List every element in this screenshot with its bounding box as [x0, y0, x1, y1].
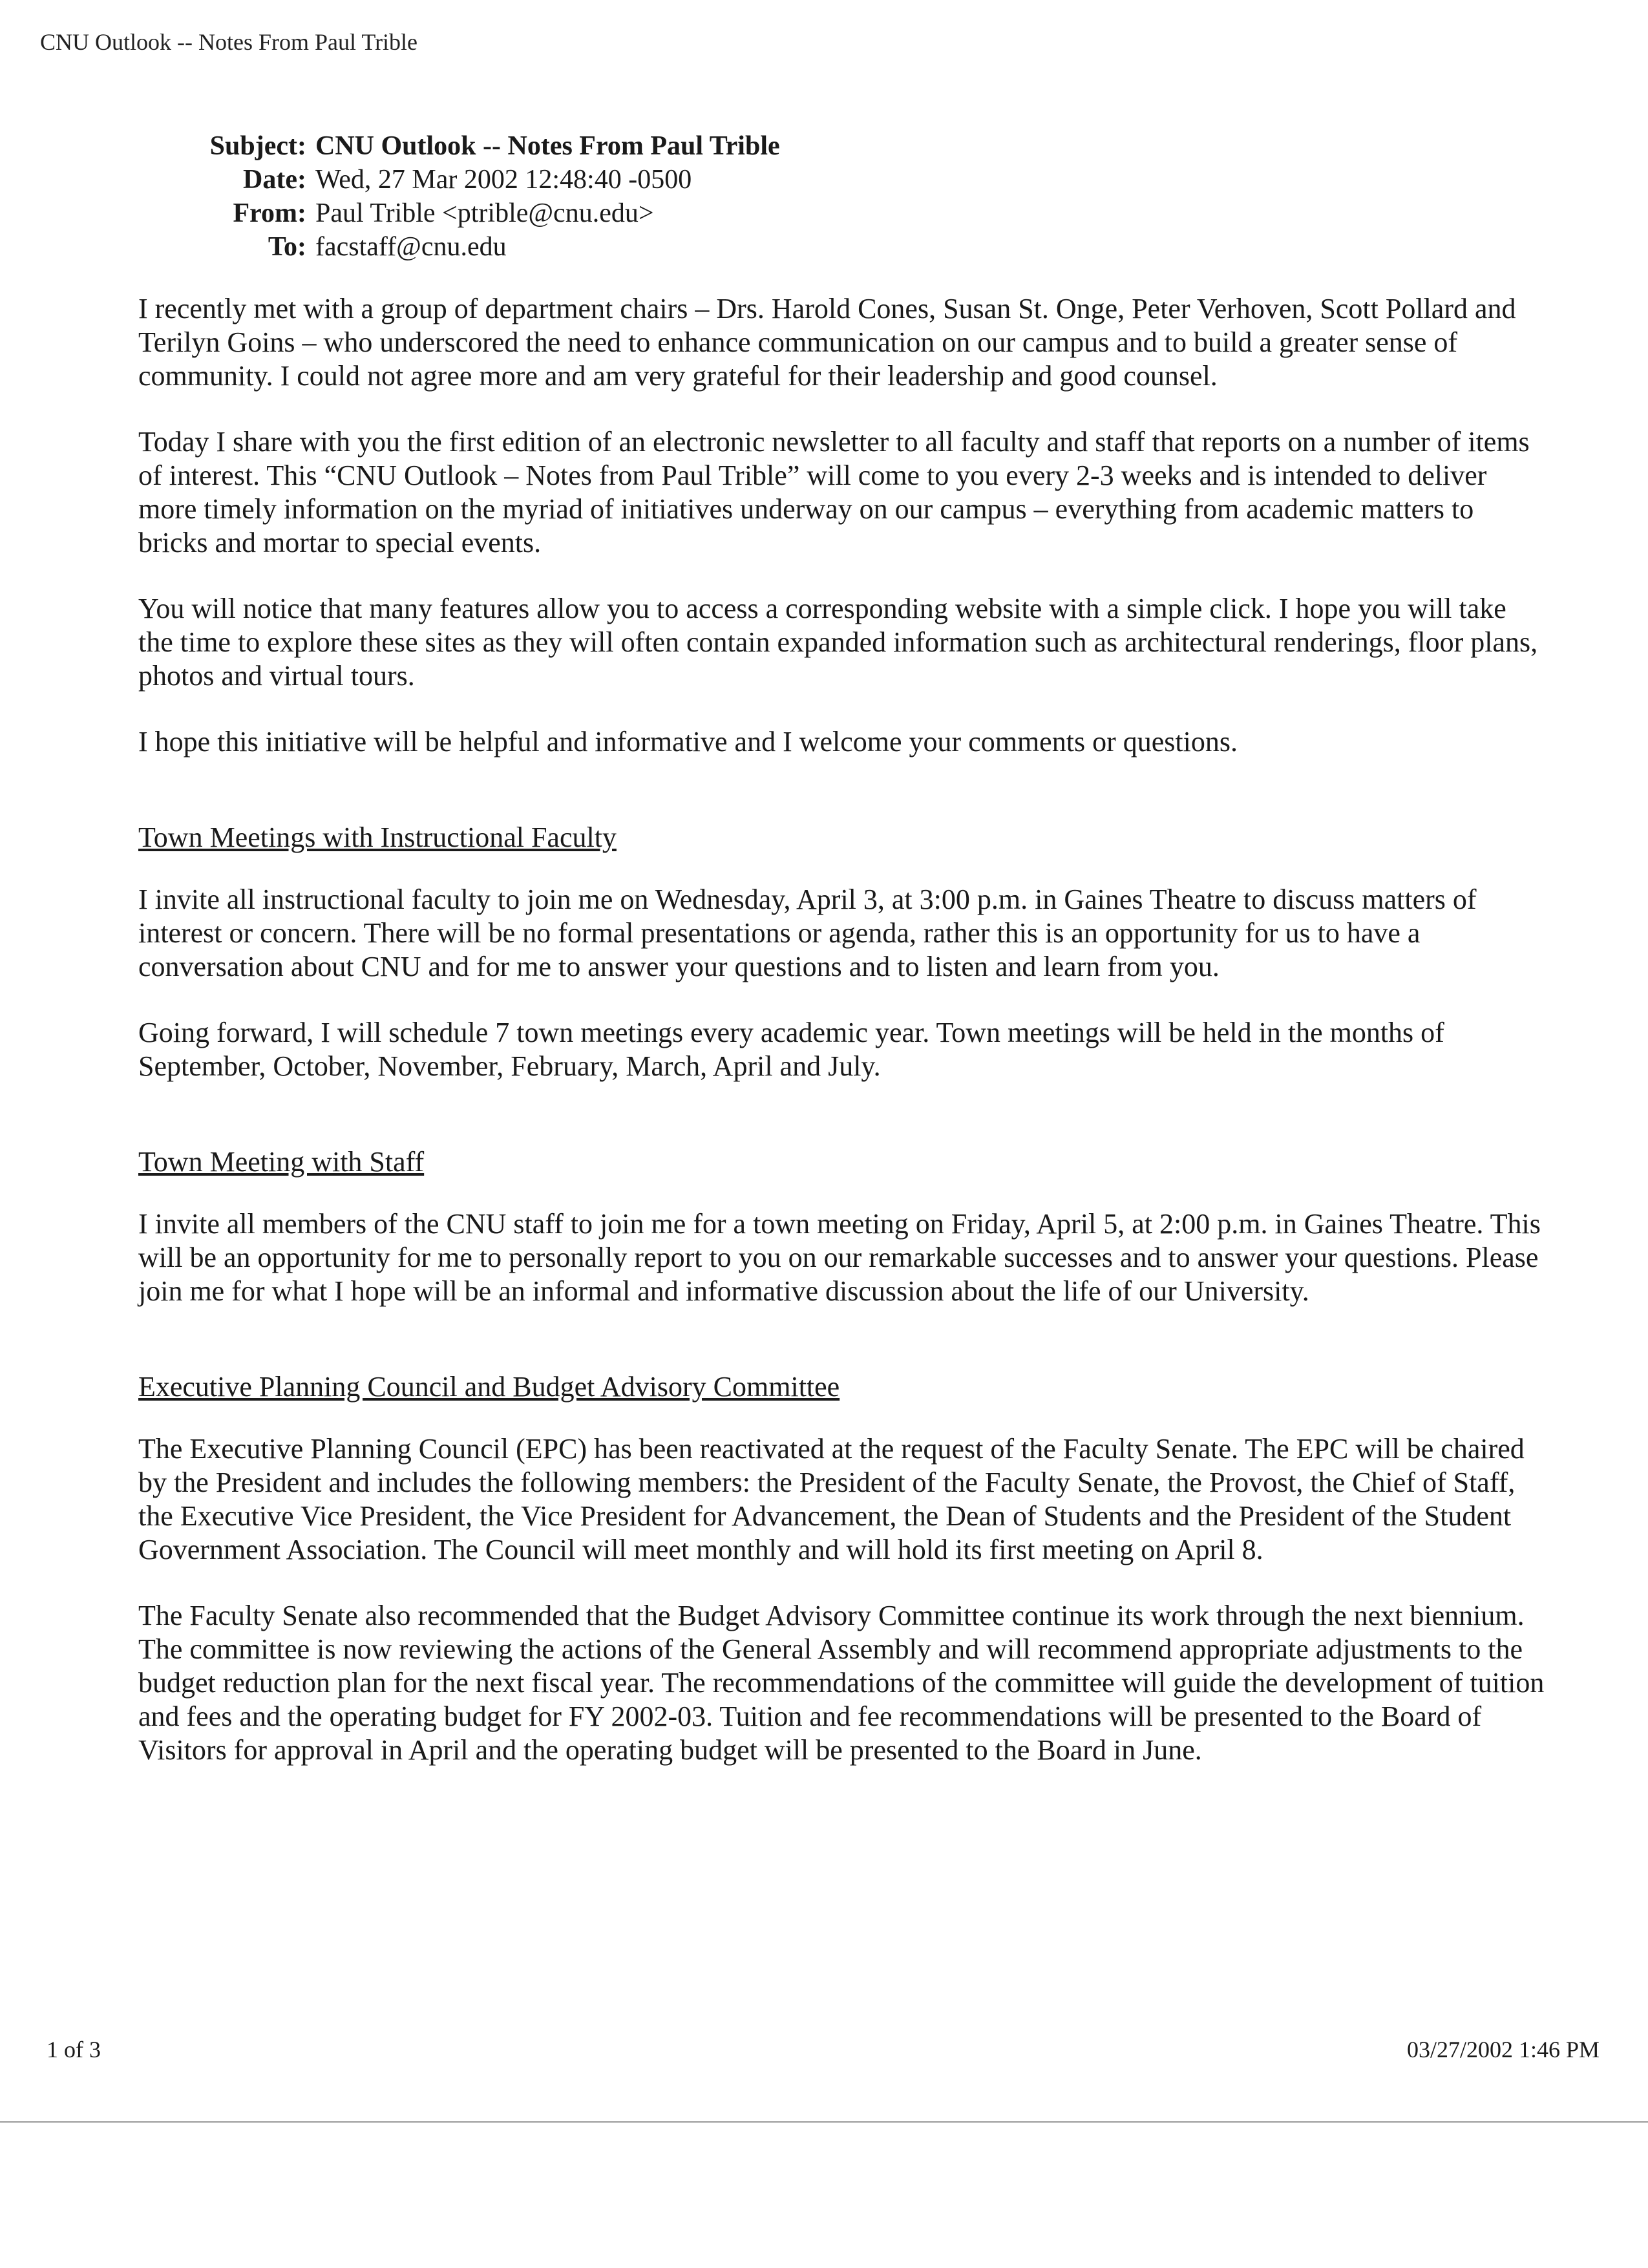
email-headers: [151, 129, 1547, 264]
intro-paragraph-1: I recently met with a group of department chairs – Drs. Harold Cones, Susan St. Onge, Peter Verhoven, Scott Pollard and Terilyn Goins – who underscored the need to enhance communication on our campus and to build a greater sense of community. I could not agree more and am very grateful for their leadership and good counsel.: [138, 293, 1516, 392]
section-paragraph: Going forward, I will schedule 7 town meetings every academic year. Town meetings will be held in the months of September, October, November, February, March, April and July.: [138, 1017, 1444, 1082]
section-title-faculty-meetings: Town Meetings with Instructional Faculty: [138, 821, 617, 853]
footer-divider: [0, 2121, 1648, 2123]
page-number: 1 of 3: [47, 2037, 101, 2062]
section-title-staff-meeting: Town Meeting with Staff: [138, 1146, 425, 1178]
intro-paragraph-2: Today I share with you the first edition of an electronic newsletter to all faculty and staff that reports on a number of items of interest. This “CNU Outlook – Notes from Paul Trible” will come to you every 2-3 weeks and is intended to deliver more timely information on the myriad of initiatives underway on our campus – everything from academic matters to bricks and mortar to special events.: [138, 426, 1530, 558]
section-paragraph: I invite all members of the CNU staff to join me for a town meeting on Friday, April 5, at 2:00 p.m. in Gaines Theatre. This will be an opportunity for me to personally report to you on our remarkable successes and to answer your questions. Please join me for what I hope will be an informal and informative discussion about the life of our University.: [138, 1208, 1541, 1307]
from-row: [151, 196, 1547, 230]
intro-paragraph-3: You will notice that many features allow you to access a corresponding website with a simple click. I hope you will take the time to explore these sites as they will often contain expanded information such as architectural renderings, floor plans, photos and virtual tours.: [138, 593, 1538, 692]
date-row: [151, 163, 1547, 196]
subject-row: [151, 129, 1547, 163]
subject-label: Subject:: [209, 131, 306, 161]
from-value: Paul Trible <ptrible@cnu.edu>: [315, 198, 654, 228]
date-value: Wed, 27 Mar 2002 12:48:40 -0500: [315, 165, 692, 195]
subject-value: CNU Outlook -- Notes From Paul Trible: [315, 131, 780, 161]
section-paragraph: The Executive Planning Council (EPC) has been reactivated at the request of the Faculty Senate. The EPC will be chaired by the President and includes the following members: the President of the Faculty Senate, the Provost, the Chief of Staff, the Executive Vice President, the Vice President for Advancement, the Dean of Students and the President of the Student Government Association. The Council will meet monthly and will hold its first meeting on April 8.: [138, 1433, 1525, 1565]
to-row: [151, 230, 1547, 264]
section-paragraph: I invite all instructional faculty to join me on Wednesday, April 3, at 3:00 p.m. in Gaines Theatre to discuss matters of interest or concern. There will be no formal presentations or agenda, rather this is an opportunity for us to have a conversation about CNU and for me to answer your questions and to listen and learn from you.: [138, 884, 1477, 982]
date-label: Date:: [243, 165, 306, 195]
to-label: To:: [268, 232, 306, 262]
email-document: [138, 129, 1547, 1799]
print-header-title: CNU Outlook -- Notes From Paul Trible: [40, 29, 418, 55]
section-paragraph: The Faculty Senate also recommended that the Budget Advisory Committee continue its work through the next biennium. The committee is now reviewing the actions of the General Assembly and will recommend appropriate adjustments to the budget reduction plan for the next fiscal year. The recommendations of the committee will guide the development of tuition and fees and the operating budget for FY 2002-03. Tuition and fee recommendations will be presented to the Board of Visitors for approval in April and the operating budget will be presented to the Board in June.: [138, 1600, 1545, 1766]
section-title-epc-budget: Executive Planning Council and Budget Advisory Committee: [138, 1371, 840, 1403]
print-timestamp: 03/27/2002 1:46 PM: [1406, 2037, 1600, 2062]
intro-paragraph-4: I hope this initiative will be helpful and informative and I welcome your comments or questions.: [138, 726, 1238, 758]
to-value: facstaff@cnu.edu: [315, 232, 507, 262]
from-label: From:: [233, 198, 306, 228]
